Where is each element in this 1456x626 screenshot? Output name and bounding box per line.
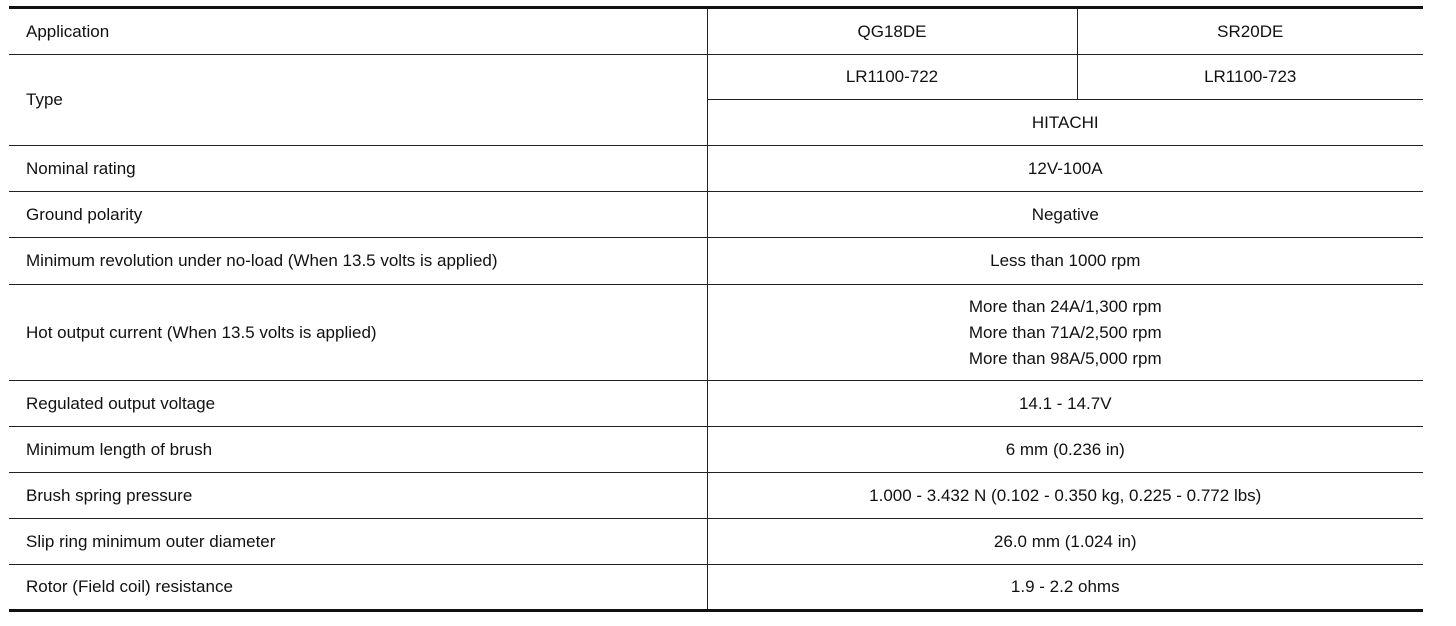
spec-row bbox=[9, 146, 1423, 192]
spec-value: Less than 1000 rpm bbox=[707, 238, 1423, 285]
hot-output-values bbox=[707, 285, 1423, 381]
type-row bbox=[9, 55, 1423, 100]
hot-output-row bbox=[9, 285, 1423, 381]
spec-row bbox=[9, 192, 1423, 238]
spec-label: Minimum length of brush bbox=[9, 427, 707, 473]
spec-value: 6 mm (0.236 in) bbox=[707, 427, 1423, 473]
spec-row bbox=[9, 381, 1423, 427]
application-label: Application bbox=[9, 8, 707, 55]
spec-label: Regulated output voltage bbox=[9, 381, 707, 427]
spec-row bbox=[9, 238, 1423, 285]
spec-value: 26.0 mm (1.024 in) bbox=[707, 519, 1423, 565]
application-row bbox=[9, 8, 1423, 55]
spec-label: Nominal rating bbox=[9, 146, 707, 192]
spec-label: Slip ring minimum outer diameter bbox=[9, 519, 707, 565]
spec-value: 1.000 - 3.432 N (0.102 - 0.350 kg, 0.225 - 0.772 lbs) bbox=[707, 473, 1423, 519]
spec-row bbox=[9, 473, 1423, 519]
spec-value: 14.1 - 14.7V bbox=[707, 381, 1423, 427]
hot-output-value: More than 98A/5,000 rpm bbox=[968, 348, 1162, 368]
hot-output-value: More than 24A/1,300 rpm bbox=[968, 296, 1162, 316]
spec-row bbox=[9, 565, 1423, 611]
type-model-2: LR1100-723 bbox=[1077, 55, 1423, 100]
type-maker: HITACHI bbox=[707, 100, 1423, 146]
spec-row bbox=[9, 519, 1423, 565]
spec-value: Negative bbox=[707, 192, 1423, 238]
spec-value: 1.9 - 2.2 ohms bbox=[707, 565, 1423, 611]
spec-label: Brush spring pressure bbox=[9, 473, 707, 519]
hot-output-label: Hot output current (When 13.5 volts is applied) bbox=[9, 285, 707, 381]
alternator-spec-table bbox=[9, 6, 1423, 612]
model-qg18de: QG18DE bbox=[707, 8, 1077, 55]
spec-label: Minimum revolution under no-load (When 13.5 volts is applied) bbox=[9, 238, 707, 285]
type-label: Type bbox=[9, 55, 707, 146]
type-model-1: LR1100-722 bbox=[707, 55, 1077, 100]
spec-row bbox=[9, 427, 1423, 473]
spec-value: 12V-100A bbox=[707, 146, 1423, 192]
spec-label: Ground polarity bbox=[9, 192, 707, 238]
hot-output-value: More than 71A/2,500 rpm bbox=[968, 322, 1162, 342]
spec-label: Rotor (Field coil) resistance bbox=[9, 565, 707, 611]
model-sr20de: SR20DE bbox=[1217, 21, 1284, 41]
